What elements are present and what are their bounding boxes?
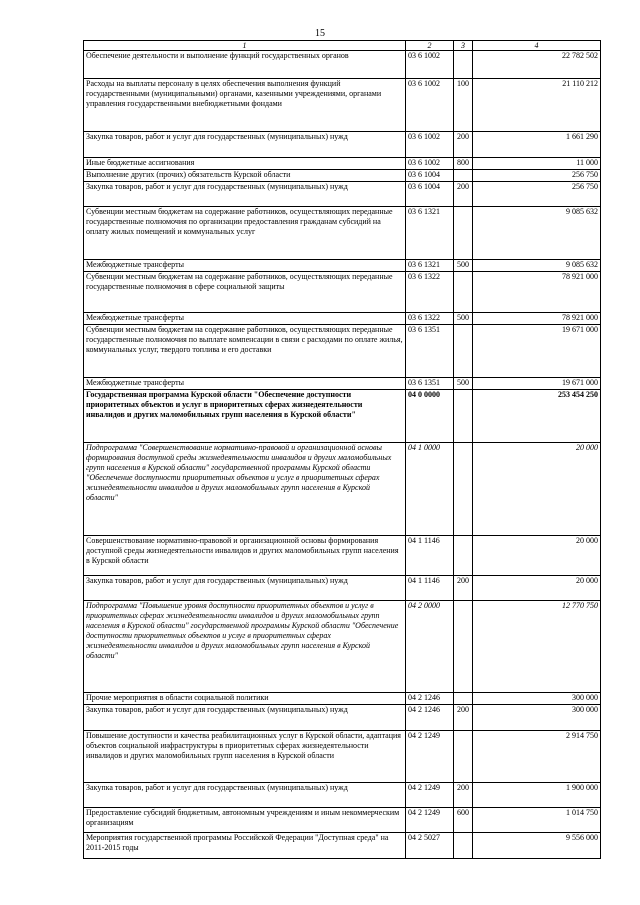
table-row xyxy=(84,325,601,378)
row-expense-type xyxy=(454,833,473,859)
row-code: 03 6 1004 xyxy=(406,182,454,207)
row-amount: 1 661 290 xyxy=(473,132,601,158)
table-row xyxy=(84,576,601,601)
row-name: Межбюджетные трансферты xyxy=(84,378,406,390)
row-code: 04 1 0000 xyxy=(406,443,454,536)
row-expense-type: 200 xyxy=(454,705,473,731)
row-name: Субвенции местным бюджетам на содержание работников, осуществляющих переданные государственные полномочия по организации предоставления гражданам субсидий на оплату жилых помещений и коммунальных услуг xyxy=(84,207,406,260)
row-amount: 22 782 502 xyxy=(473,51,601,79)
row-code: 03 6 1351 xyxy=(406,325,454,378)
row-name: Прочие мероприятия в области социальной политики xyxy=(84,693,406,705)
row-amount: 78 921 000 xyxy=(473,313,601,325)
row-amount: 11 000 xyxy=(473,158,601,170)
row-code: 04 2 1249 xyxy=(406,731,454,783)
row-amount: 19 671 000 xyxy=(473,378,601,390)
row-code: 03 6 1351 xyxy=(406,378,454,390)
table-row xyxy=(84,132,601,158)
row-expense-type: 500 xyxy=(454,378,473,390)
row-code: 03 6 1002 xyxy=(406,79,454,132)
table-row xyxy=(84,783,601,808)
row-code: 03 6 1321 xyxy=(406,260,454,272)
row-amount: 2 914 750 xyxy=(473,731,601,783)
row-name: Субвенции местным бюджетам на содержание работников, осуществляющих переданные государственные полномочия по выплате компенсации в связи с расходами по оплате жилья, коммунальных услуг, твердого топлива и его доставки xyxy=(84,325,406,378)
header-col-2: 2 xyxy=(406,41,454,51)
row-expense-type: 500 xyxy=(454,313,473,325)
row-name: Закупка товаров, работ и услуг для государственных (муниципальных) нужд xyxy=(84,132,406,158)
row-name: Мероприятия государственной программы Российской Федерации "Доступная среда" на 2011-2015 годы xyxy=(84,833,406,859)
row-amount: 9 085 632 xyxy=(473,207,601,260)
table-row xyxy=(84,260,601,272)
row-expense-type xyxy=(454,325,473,378)
row-expense-type: 200 xyxy=(454,783,473,808)
row-name: Закупка товаров, работ и услуг для государственных (муниципальных) нужд xyxy=(84,182,406,207)
row-amount: 78 921 000 xyxy=(473,272,601,313)
row-name: Закупка товаров, работ и услуг для государственных (муниципальных) нужд xyxy=(84,705,406,731)
row-amount: 300 000 xyxy=(473,693,601,705)
row-amount: 1 900 000 xyxy=(473,783,601,808)
row-expense-type: 100 xyxy=(454,79,473,132)
row-code: 03 6 1002 xyxy=(406,51,454,79)
row-code: 04 2 5027 xyxy=(406,833,454,859)
row-expense-type xyxy=(454,601,473,693)
row-code: 04 1 1146 xyxy=(406,576,454,601)
row-amount: 256 750 xyxy=(473,170,601,182)
row-name: Подпрограмма "Повышение уровня доступности приоритетных объектов и услуг в приоритетных сферах жизнедеятельности инвалидов и других маломобильных групп населения в Курской области" государственной программы Курской области "Обеспечение доступности приоритетных объектов и услуг в приоритетных сферах жизнедеятельности инвалидов и других маломобильных групп населения в Курской области" xyxy=(84,601,406,693)
row-amount: 20 000 xyxy=(473,576,601,601)
row-name: Межбюджетные трансферты xyxy=(84,260,406,272)
table-row xyxy=(84,601,601,693)
row-code: 03 6 1002 xyxy=(406,158,454,170)
row-expense-type: 200 xyxy=(454,182,473,207)
table-row xyxy=(84,390,601,443)
row-name: Предоставление субсидий бюджетным, автономным учреждениям и иным некоммерческим организациям xyxy=(84,808,406,833)
row-expense-type: 800 xyxy=(454,158,473,170)
table-row xyxy=(84,272,601,313)
row-code: 04 2 1249 xyxy=(406,808,454,833)
row-expense-type xyxy=(454,536,473,576)
page-number: 15 xyxy=(315,28,325,39)
row-amount: 12 770 750 xyxy=(473,601,601,693)
row-name: Государственная программа Курской области "Обеспечение доступности приоритетных объектов и услуг в приоритетных сферах жизнедеятельности инвалидов и других маломобильных групп населения в Курской области" xyxy=(84,390,406,443)
table-row xyxy=(84,207,601,260)
table-row xyxy=(84,313,601,325)
row-expense-type xyxy=(454,693,473,705)
row-code: 04 2 1249 xyxy=(406,783,454,808)
row-name: Выполнение других (прочих) обязательств Курской области xyxy=(84,170,406,182)
row-name: Иные бюджетные ассигнования xyxy=(84,158,406,170)
row-expense-type xyxy=(454,443,473,536)
row-code: 04 2 0000 xyxy=(406,601,454,693)
row-name: Обеспечение деятельности и выполнение функций государственных органов xyxy=(84,51,406,79)
table-row xyxy=(84,833,601,859)
row-expense-type xyxy=(454,272,473,313)
row-name: Подпрограмма "Совершенствование нормативно-правовой и организационной основы формирования доступной среды жизнедеятельности инвалидов и других маломобильных групп населения в Курской области" государственной программы Курской области "Обеспечение доступности приоритетных объектов и услуг в приоритетных сферах жизнедеятельности инвалидов и других маломобильных групп населения в Курской области" xyxy=(84,443,406,536)
row-amount: 20 000 xyxy=(473,443,601,536)
row-code: 03 6 1322 xyxy=(406,313,454,325)
row-amount: 9 556 000 xyxy=(473,833,601,859)
header-col-4: 4 xyxy=(473,41,601,51)
row-code: 04 0 0000 xyxy=(406,390,454,443)
row-amount: 19 671 000 xyxy=(473,325,601,378)
table-row xyxy=(84,51,601,79)
row-expense-type xyxy=(454,170,473,182)
row-expense-type: 600 xyxy=(454,808,473,833)
row-amount: 253 454 250 xyxy=(473,390,601,443)
row-expense-type: 500 xyxy=(454,260,473,272)
table-row xyxy=(84,731,601,783)
budget-table xyxy=(83,40,601,859)
row-amount: 20 000 xyxy=(473,536,601,576)
table-row xyxy=(84,808,601,833)
row-amount: 21 110 212 xyxy=(473,79,601,132)
table-row xyxy=(84,182,601,207)
row-name: Закупка товаров, работ и услуг для государственных (муниципальных) нужд xyxy=(84,576,406,601)
row-name: Закупка товаров, работ и услуг для государственных (муниципальных) нужд xyxy=(84,783,406,808)
header-col-1: 1 xyxy=(84,41,406,51)
row-amount: 256 750 xyxy=(473,182,601,207)
row-code: 04 2 1246 xyxy=(406,705,454,731)
row-expense-type: 200 xyxy=(454,576,473,601)
table-row xyxy=(84,378,601,390)
row-name: Субвенции местным бюджетам на содержание работников, осуществляющих переданные государственные полномочия в сфере социальной защиты xyxy=(84,272,406,313)
table-row xyxy=(84,79,601,132)
table-row xyxy=(84,158,601,170)
row-code: 04 2 1246 xyxy=(406,693,454,705)
row-name: Повышение доступности и качества реабилитационных услуг в Курской области, адаптация объектов социальной инфраструктуры в приоритетных сферах жизнедеятельности инвалидов и других маломобильных групп населения в Курской области xyxy=(84,731,406,783)
header-col-3: 3 xyxy=(454,41,473,51)
row-code: 03 6 1004 xyxy=(406,170,454,182)
row-name: Расходы на выплаты персоналу в целях обеспечения выполнения функций государственными (муниципальными) органами, казенными учреждениями, органами управления государственными внебюджетными фондами xyxy=(84,79,406,132)
table-row xyxy=(84,170,601,182)
row-name: Межбюджетные трансферты xyxy=(84,313,406,325)
row-code: 03 6 1322 xyxy=(406,272,454,313)
row-amount: 9 085 632 xyxy=(473,260,601,272)
row-amount: 300 000 xyxy=(473,705,601,731)
row-expense-type: 200 xyxy=(454,132,473,158)
table-row xyxy=(84,705,601,731)
row-code: 03 6 1002 xyxy=(406,132,454,158)
table-row xyxy=(84,443,601,536)
row-expense-type xyxy=(454,51,473,79)
table-row xyxy=(84,693,601,705)
table-header-row xyxy=(84,41,601,51)
row-name: Совершенствование нормативно-правовой и организационной основы формирования доступной среды жизнедеятельности инвалидов и других маломобильных групп населения в Курской области xyxy=(84,536,406,576)
row-expense-type xyxy=(454,731,473,783)
row-expense-type xyxy=(454,390,473,443)
row-amount: 1 014 750 xyxy=(473,808,601,833)
row-code: 04 1 1146 xyxy=(406,536,454,576)
row-code: 03 6 1321 xyxy=(406,207,454,260)
row-expense-type xyxy=(454,207,473,260)
table-row xyxy=(84,536,601,576)
